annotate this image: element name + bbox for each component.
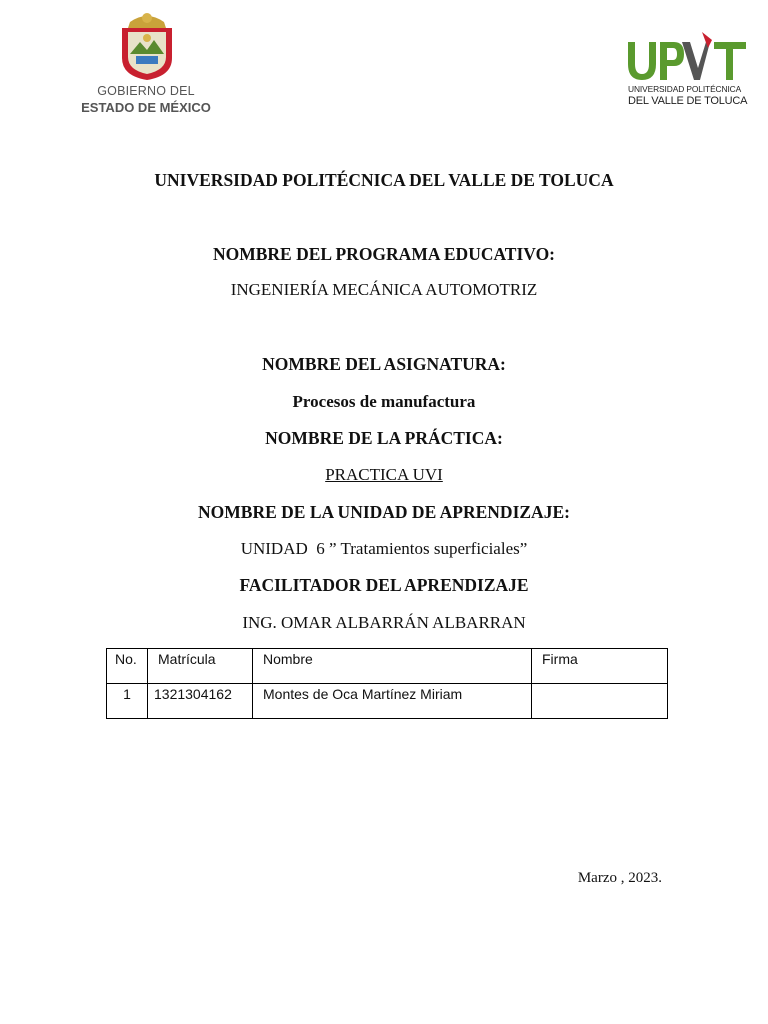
upvt-logo-line1: UNIVERSIDAD POLITÉCNICA [628,84,742,94]
practice-value-wrap [0,465,768,485]
subject-value: Procesos de manufactura [292,392,476,411]
unit-label: NOMBRE DE LA UNIDAD DE APRENDIZAJE: [198,502,570,522]
gov-logo-line2: ESTADO DE MÉXICO [81,100,211,115]
cell-text: 1 [123,686,131,702]
facilitator-label: FACILITADOR DEL APRENDIZAJE [239,575,529,595]
practice-label: NOMBRE DE LA PRÁCTICA: [265,428,503,448]
document-date: Marzo , 2023. [577,870,662,886]
coat-of-arms-icon [118,8,176,82]
cell-nombre [253,684,532,719]
gov-logo-line1: GOBIERNO DEL [97,84,195,98]
header-no [107,649,148,684]
cell-text: 1321304162 [154,686,232,702]
cell-text: Montes de Oca Martínez Miriam [263,686,463,702]
header-matricula [148,649,253,684]
cell-no [107,684,148,719]
upvt-logo-line2: DEL VALLE DE TOLUCA [628,95,748,107]
table-header-row [107,649,668,684]
cell-firma [532,684,668,719]
header-cell: Firma [542,651,578,667]
unit-value: UNIDAD 6 ” Tratamientos superficiales” [240,539,528,558]
practice-value: PRACTICA UVI [325,465,443,484]
upvt-logo [622,30,748,112]
table-row [107,684,668,719]
cell-text [540,684,667,686]
gobierno-estado-mexico-logo [80,6,212,118]
program-label: NOMBRE DEL PROGRAMA EDUCATIVO: [212,244,556,264]
cell-matricula [148,684,253,719]
program-value: INGENIERÍA MECÁNICA AUTOMOTRIZ [230,280,538,299]
header-cell: Nombre [263,651,313,667]
header-nombre [253,649,532,684]
subject-label: NOMBRE DEL ASIGNATURA: [262,354,506,374]
header-cell: Matrícula [158,651,216,667]
upvt-logo-mark-icon [622,30,748,84]
facilitator-value: ING. OMAR ALBARRÁN ALBARRAN [242,613,526,632]
header-cell: No. [115,651,137,667]
header-firma [532,649,668,684]
students-table [106,648,668,719]
university-title: UNIVERSIDAD POLITÉCNICA DEL VALLE DE TOLUCA [154,170,614,190]
